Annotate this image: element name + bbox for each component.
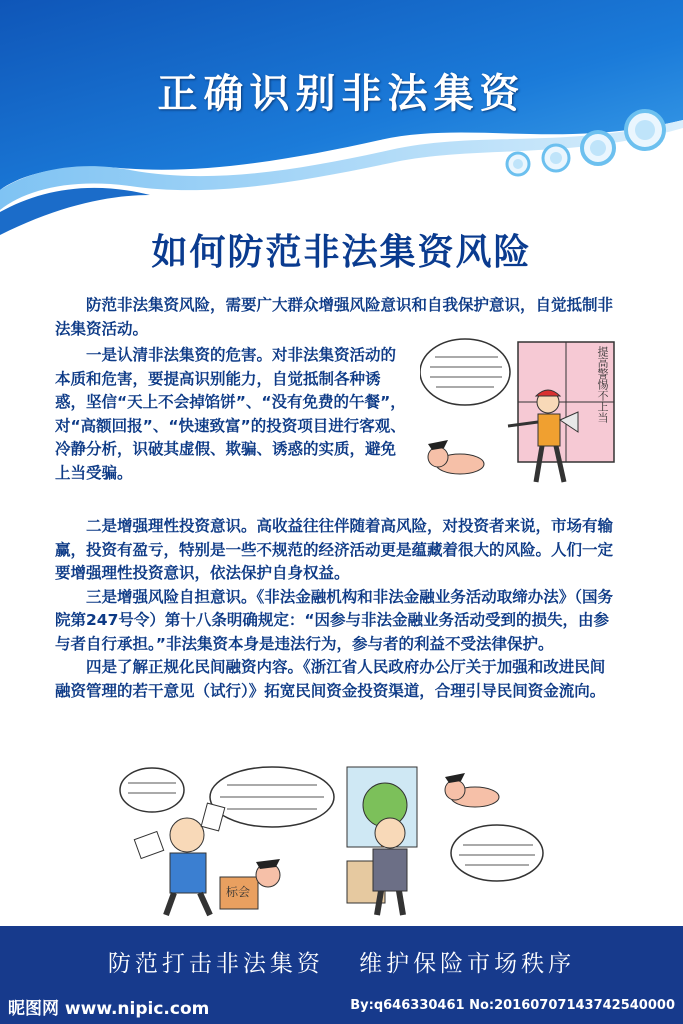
point1-block [55, 344, 410, 485]
megaphone-cartoon [420, 332, 620, 497]
warning-sign-text: 提高警惕不上当 [596, 346, 609, 423]
point2-paragraph: 二是增强理性投资意识。高收益往往伴随着高风险，对投资者来说，市场有输赢，投资有盈亏，特别是一些不规范的经济活动更是蕴藏着很大的风险。人们一定要增强理性投资意识，依法保护自身权益。 [55, 517, 614, 582]
footer-slogan [0, 945, 683, 978]
phone-cartoon [345, 765, 545, 920]
phone-cartoon-icon [345, 765, 545, 920]
bid-cartoon-icon [112, 765, 337, 920]
slogan-right: 维护保险市场秩序 [359, 951, 576, 977]
megaphone-cartoon-icon [420, 332, 620, 497]
point3-paragraph: 三是增强风险自担意识。《非法金融机构和非法金融业务活动取缔办法》（国务院第247号令）第十八条明确规定：“因参与非法金融业务活动受到的损失，由参与者自行承担。”非法集资本身是违法行为，参与者的利益不受法律保护。 [55, 587, 614, 653]
watermark-site: 昵图网 www.nipic.com [8, 999, 210, 1019]
header-banner [0, 0, 683, 240]
point4-paragraph: 四是了解正规化民间融资内容。《浙江省人民政府办公厅关于加强和改进民间融资管理的若干意见（试行）》拓宽民间资金投资渠道，合理引导民间资金流向。 [55, 658, 606, 700]
bid-sign-text: 标会 [226, 885, 251, 899]
points-block [55, 515, 615, 703]
bid-cartoon [112, 765, 337, 920]
header-wave-graphic [0, 0, 683, 240]
watermark-id: By:q646330461 No:20160707143742540000 [350, 998, 675, 1013]
point1-paragraph: 一是认清非法集资的危害。对非法集资活动的本质和危害，要提高识别能力，自觉抵制各种诱惑，坚信“天上不会掉馅饼”、“没有免费的午餐”，对“高额回报”、“快速致富”的投资项目进行客观、冷静分析，识破其虚假、欺骗、诱惑的实质，避免上当受骗。 [55, 346, 406, 482]
banner-title: 正确识别非法集资 [157, 70, 526, 117]
intro-paragraph: 防范非法集资风险，需要广大群众增强风险意识和自我保护意识，自觉抵制非法集资活动。 [55, 296, 614, 338]
slogan-left: 防范打击非法集资 [107, 951, 324, 977]
page-subtitle: 如何防范非法集资风险 [151, 232, 532, 273]
